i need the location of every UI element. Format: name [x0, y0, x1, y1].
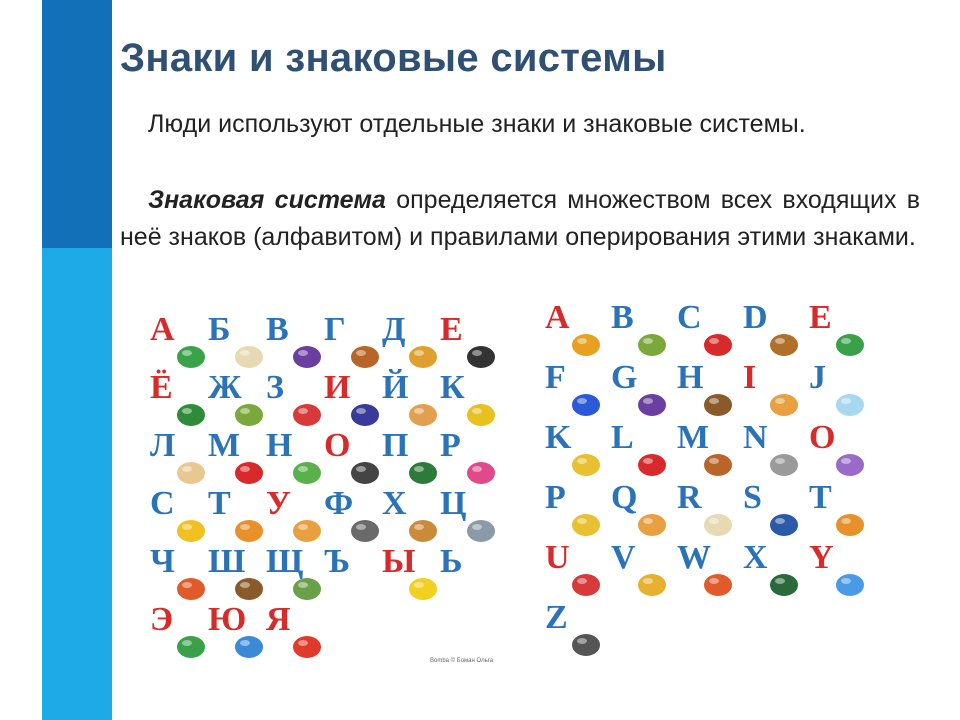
alphabet-cell	[545, 600, 603, 660]
alphabet-cell	[545, 360, 603, 420]
car-icon	[701, 328, 735, 358]
alphabet-cell	[611, 540, 669, 600]
umbrella-icon	[569, 568, 603, 598]
sidebar-accent-light	[42, 248, 112, 720]
paragraph-people-signs-text: Люди используют отдельные знаки и знаковые системы.	[148, 110, 806, 138]
flag-icon	[569, 388, 603, 418]
alphabet-cell	[382, 312, 440, 372]
alphabet-cell	[809, 420, 867, 480]
umbrella-icon	[290, 398, 324, 428]
alphabet-letter: Щ	[266, 543, 304, 580]
apple-icon	[290, 630, 324, 660]
tiger-icon	[833, 508, 867, 538]
alphabet-cell	[382, 486, 440, 546]
alphabet-cell	[266, 544, 324, 604]
alphabet-cell	[677, 420, 735, 480]
balls-icon	[833, 568, 867, 598]
alphabet-letter: Z	[545, 599, 568, 636]
alphabet-letter: Q	[611, 479, 638, 516]
alphabet-letter: J	[809, 359, 826, 396]
snail-icon	[635, 508, 669, 538]
alphabet-letter: R	[677, 479, 702, 516]
alphabet-cell	[324, 312, 382, 372]
pineapple-icon	[569, 328, 603, 358]
turkey-icon	[348, 398, 382, 428]
alphabet-cell	[440, 544, 498, 604]
alphabet-letter: I	[743, 359, 757, 396]
paragraph-sign-system-text: определяется множеством всех входящих в неё знаков (алфавитом) и правилами оперирования этими знаками.	[120, 186, 920, 251]
alphabet-letter: Й	[382, 369, 409, 406]
alphabet-cell	[677, 360, 735, 420]
sun-icon	[174, 514, 208, 544]
octopus-icon	[833, 448, 867, 478]
alphabet-cell	[545, 420, 603, 480]
bread-icon	[406, 514, 440, 544]
alphabet-cell	[677, 300, 735, 360]
vase-icon	[635, 568, 669, 598]
alphabet-letter: P	[545, 479, 566, 516]
alphabet-cell	[545, 300, 603, 360]
socks-icon	[290, 456, 324, 486]
alphabet-letter: C	[677, 299, 702, 336]
alphabet-cell	[743, 420, 801, 480]
alphabet-letter: B	[611, 299, 634, 336]
alphabet-cell	[150, 486, 208, 546]
watermelon-icon	[174, 340, 208, 370]
glasses-icon	[348, 456, 382, 486]
alphabet-cell	[677, 480, 735, 540]
tiger-icon	[232, 514, 266, 544]
snail-icon	[290, 514, 324, 544]
alphabet-letter: Х	[382, 485, 407, 522]
alphabet-letter: Г	[324, 311, 346, 348]
alphabet-cell	[150, 602, 208, 662]
house-icon	[406, 340, 440, 370]
sidebar-accent-dark	[42, 0, 112, 248]
alphabet-cell	[150, 544, 208, 604]
page-title: Знаки и знаковые системы	[120, 36, 667, 80]
alphabet-letter: Y	[809, 539, 834, 576]
alphabet-cell	[382, 428, 440, 488]
image-credit: Bomba © Боман Ольга	[430, 658, 494, 664]
hat-icon	[701, 388, 735, 418]
elf-icon	[174, 630, 208, 660]
alphabet-letter: Е	[440, 311, 463, 348]
alphabet-letter: Ё	[150, 369, 173, 406]
alphabet-cell	[382, 370, 440, 430]
alphabet-cell	[266, 602, 324, 662]
alphabet-cell	[611, 480, 669, 540]
alphabet-cell	[611, 360, 669, 420]
alphabet-cell	[611, 300, 669, 360]
ladybug-icon	[635, 448, 669, 478]
alphabet-letter: Р	[440, 427, 461, 464]
yogi-icon	[406, 398, 440, 428]
alphabet-letter: Ч	[150, 543, 175, 580]
alphabet-cell	[150, 312, 208, 372]
alphabet-letter: П	[382, 427, 409, 464]
alphabet-cell	[208, 602, 266, 662]
alphabet-letter: О	[324, 427, 351, 464]
alphabet-letter: Ъ	[324, 543, 351, 580]
alphabet-letter: Э	[150, 601, 174, 638]
lamb-icon	[232, 340, 266, 370]
alphabet-cell	[743, 480, 801, 540]
latin-alphabet-picture	[545, 300, 895, 695]
key-icon	[569, 448, 603, 478]
alphabet-letter: М	[208, 427, 241, 464]
alphabet-cell	[440, 486, 498, 546]
alphabet-cell	[545, 480, 603, 540]
train-icon	[406, 456, 440, 486]
crown-icon	[464, 398, 498, 428]
alphabet-letter: T	[809, 479, 832, 516]
panda-icon	[464, 340, 498, 370]
alphabet-cell	[677, 540, 735, 600]
zebra-icon	[569, 628, 603, 658]
alphabet-cell	[545, 540, 603, 600]
alphabet-cell	[324, 544, 382, 604]
alphabet-letter: V	[611, 539, 636, 576]
paragraph-sign-system	[120, 182, 920, 256]
clock-icon	[174, 572, 208, 602]
alphabet-letter: Б	[208, 311, 231, 348]
alphabet-letter: Н	[266, 427, 293, 464]
alphabet-cell	[208, 428, 266, 488]
alphabet-cell	[208, 544, 266, 604]
alphabet-letter: U	[545, 539, 570, 576]
jellyfish-icon	[833, 388, 867, 418]
board-icon	[767, 568, 801, 598]
alphabet-cell	[809, 360, 867, 420]
alphabet-cell	[150, 370, 208, 430]
alphabet-letter: W	[677, 539, 711, 576]
horse-icon	[174, 456, 208, 486]
alphabet-letter: З	[266, 369, 284, 406]
alphabet-cell	[266, 428, 324, 488]
elf-icon	[833, 328, 867, 358]
alphabet-cell	[809, 300, 867, 360]
alphabet-cell	[324, 428, 382, 488]
alphabet-letter: Ь	[440, 543, 463, 580]
alphabet-letter: Ф	[324, 485, 354, 522]
alphabet-letter: С	[150, 485, 175, 522]
alphabet-letter: X	[743, 539, 768, 576]
alphabet-letter: А	[150, 311, 175, 348]
alphabet-letter: G	[611, 359, 638, 396]
alphabet-letter: K	[545, 419, 572, 456]
term-sign-system: Знаковая система	[148, 186, 386, 214]
alphabet-letter: Л	[150, 427, 176, 464]
alphabet-cell	[208, 486, 266, 546]
dolphin-icon	[767, 508, 801, 538]
alphabet-letter: И	[324, 369, 351, 406]
alphabet-letter: A	[545, 299, 570, 336]
mushroom-icon	[348, 340, 382, 370]
alphabet-cell	[324, 486, 382, 546]
beetle-icon	[635, 328, 669, 358]
alphabet-letter: D	[743, 299, 768, 336]
alphabet-letter: Д	[382, 311, 406, 348]
alphabet-cell	[266, 486, 324, 546]
grapes-icon	[635, 388, 669, 418]
alphabet-letter: Ц	[440, 485, 467, 522]
alphabet-letter: Ы	[382, 543, 416, 580]
net-icon	[767, 448, 801, 478]
alphabet-cell	[208, 312, 266, 372]
alphabet-letter: S	[743, 479, 762, 516]
alphabet-cell	[743, 540, 801, 600]
alphabet-cell	[809, 540, 867, 600]
alphabet-cell	[266, 370, 324, 430]
pear-icon	[569, 508, 603, 538]
lamb-icon	[701, 508, 735, 538]
alphabet-cell	[743, 300, 801, 360]
alphabet-letter: К	[440, 369, 465, 406]
grapes-icon	[290, 340, 324, 370]
alphabet-letter: H	[677, 359, 704, 396]
alphabet-cell	[266, 312, 324, 372]
alphabet-letter: Т	[208, 485, 231, 522]
alphabet-cell	[150, 428, 208, 488]
alphabet-letter: Ж	[208, 369, 242, 406]
alphabet-letter: F	[545, 359, 566, 396]
alphabet-cell	[809, 480, 867, 540]
rose-icon	[464, 456, 498, 486]
fir-tree-icon	[174, 398, 208, 428]
alphabet-cell	[208, 370, 266, 430]
alphabet-letter: Ш	[208, 543, 246, 580]
alphabet-cell	[440, 312, 498, 372]
russian-alphabet-picture	[150, 312, 510, 672]
alphabet-letter: E	[809, 299, 832, 336]
paragraph-people-signs	[120, 106, 920, 143]
alphabet-letter: В	[266, 311, 289, 348]
alphabet-cell	[440, 428, 498, 488]
alphabet-letter: Ю	[208, 601, 247, 638]
alphabet-cell	[440, 370, 498, 430]
alphabet-letter: M	[677, 419, 710, 456]
alphabet-letter: Я	[266, 601, 291, 638]
alphabet-cell	[324, 370, 382, 430]
alphabet-letter: L	[611, 419, 634, 456]
alphabet-letter: N	[743, 419, 768, 456]
alphabet-cell	[743, 360, 801, 420]
alphabet-cell	[611, 420, 669, 480]
alphabet-cell	[382, 544, 440, 604]
dog-icon	[767, 328, 801, 358]
heron-icon	[464, 514, 498, 544]
snail-icon	[767, 388, 801, 418]
alphabet-letter: У	[266, 485, 291, 522]
alphabet-letter: O	[809, 419, 836, 456]
